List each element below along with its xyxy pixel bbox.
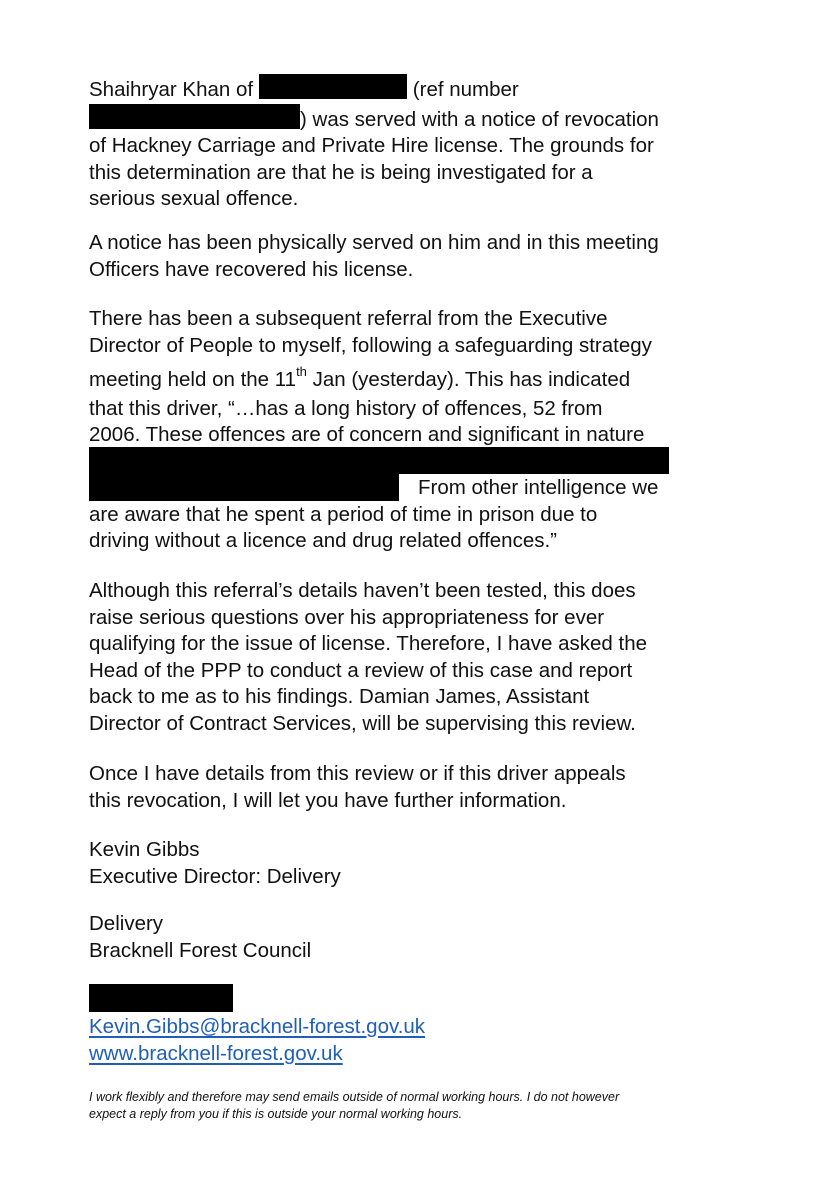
paragraph-line: Although this referral’s details haven’t been tested, this does (89, 579, 636, 602)
paragraph-referral-continued (89, 475, 729, 555)
paragraph-line: raise serious questions over his appropriateness for ever (89, 605, 605, 629)
paragraph-line: Head of the PPP to conduct a review of this case and report (89, 658, 633, 682)
text-segment: meeting held on the 11 (89, 368, 297, 391)
text-segment: Shaihryar Khan of (89, 78, 254, 101)
redaction-block (89, 104, 300, 129)
redaction-block (259, 74, 407, 99)
paragraph-line (89, 104, 729, 134)
paragraph-notice-served (89, 74, 729, 213)
paragraph-line (89, 364, 729, 396)
working-hours-note (89, 1089, 729, 1123)
paragraph-referral (89, 306, 729, 449)
paragraph-line: Once I have details from this review or if this driver appeals (89, 762, 626, 785)
note-line: expect a reply from you if this is outside your normal working hours. (89, 1107, 463, 1121)
paragraph-line: A notice has been physically served on him and in this meeting (89, 231, 659, 254)
email-link[interactable]: Kevin.Gibbs@bracknell-forest.gov.uk (89, 1015, 426, 1038)
text-segment: ) was served with a notice of revocation (300, 107, 659, 131)
paragraph-further-information (89, 761, 729, 814)
paragraph-line: From other intelligence we (418, 476, 659, 499)
paragraph-line: Director of Contract Services, will be supervising this review. (89, 711, 636, 735)
website-line (89, 1041, 729, 1068)
paragraph-line: Officers have recovered his license. (89, 257, 414, 281)
text-segment: (ref number (407, 78, 519, 101)
email-line (89, 1014, 729, 1041)
superscript: th (296, 364, 307, 379)
signature-block (89, 837, 729, 890)
paragraph-line: that this driver, “…has a long history of offences, 52 from (89, 396, 603, 420)
website-link[interactable]: www.bracknell-forest.gov.uk (89, 1041, 343, 1065)
paragraph-line: are aware that he spent a period of time in prison due to (89, 502, 598, 526)
paragraph-line: of Hackney Carriage and Private Hire license. The grounds for (89, 134, 654, 157)
paragraph-line: There has been a subsequent referral from the Executive (89, 307, 608, 330)
paragraph-line: back to me as to his findings. Damian James, Assistant (89, 685, 590, 708)
paragraph-line: this determination are that he is being investigated for a (89, 160, 593, 184)
text-segment: Jan (yesterday). This has indicated (306, 368, 631, 391)
signature-organisation-block (89, 911, 729, 964)
signature-title: Executive Director: Delivery (89, 864, 341, 888)
contact-links (89, 1014, 729, 1067)
paragraph-line: Director of People to myself, following a safeguarding strategy (89, 333, 652, 357)
signature-department: Delivery (89, 912, 164, 935)
signature-name: Kevin Gibbs (89, 838, 200, 861)
paragraph-review (89, 578, 729, 737)
redaction-block (89, 984, 233, 1012)
paragraph-line: 2006. These offences are of concern and significant in nature (89, 423, 645, 446)
redaction-block (89, 447, 669, 474)
paragraph-line: serious sexual offence. (89, 187, 299, 210)
paragraph-line (89, 74, 729, 104)
signature-organisation: Bracknell Forest Council (89, 938, 312, 962)
paragraph-line: qualifying for the issue of license. Therefore, I have asked the (89, 632, 648, 655)
paragraph-line: this revocation, I will let you have further information. (89, 788, 567, 812)
paragraph-line: driving without a licence and drug related offences.” (89, 529, 557, 552)
paragraph-license-recovered (89, 230, 729, 283)
note-line: I work flexibly and therefore may send emails outside of normal working hours. I do not however (89, 1090, 620, 1104)
